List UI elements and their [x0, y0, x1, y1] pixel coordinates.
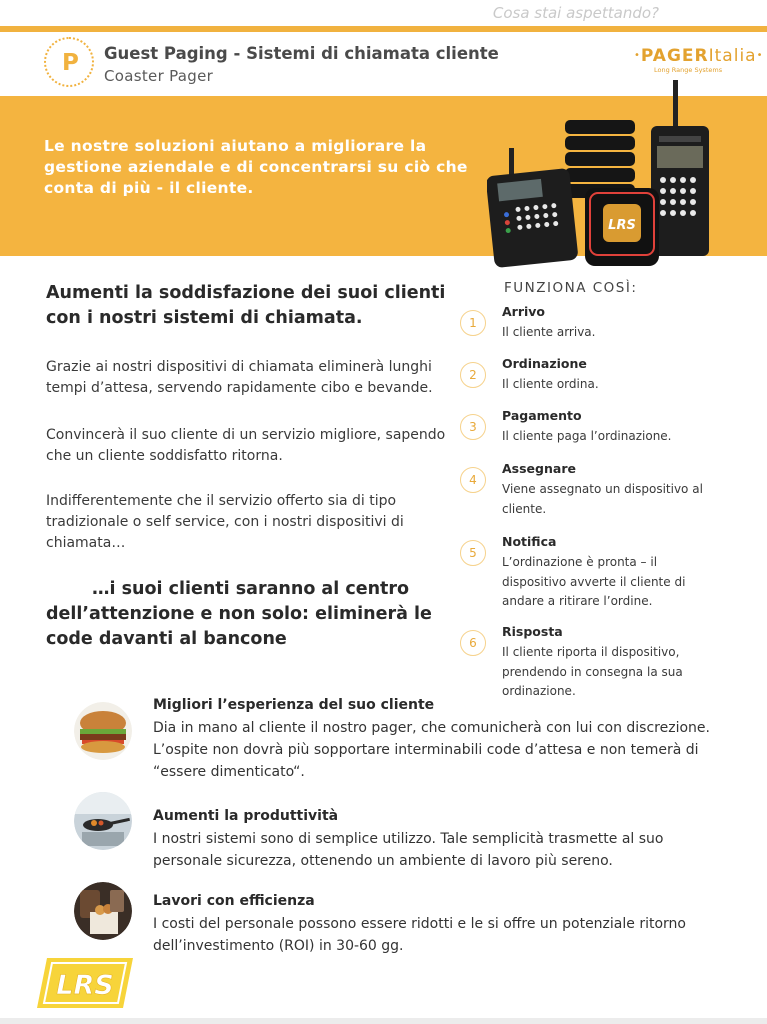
steps-title: FUNZIONA COSÌ: [504, 280, 638, 296]
callout-line-1: …i suoi clienti saranno al centro [92, 579, 410, 599]
feature-text: I nostri sistemi sono di semplice utilizzo. Tale semplicità trasmette al suo personale sicurezza, ottenendo un ambiente di lavoro più sereno. [153, 831, 664, 869]
lrs-logo-text: LRS [56, 970, 114, 1001]
tagline: Cosa stai aspettando? [492, 4, 659, 22]
step-description: Il cliente riporta il dispositivo, prendendo in consegna la sua ordinazione. [502, 645, 683, 698]
feature-title: Migliori l’esperienza del suo cliente [153, 697, 435, 713]
step-description: Viene assegnato un dispositivo al cliente. [502, 482, 703, 516]
step-number: 1 [460, 310, 486, 336]
pager-products-image [487, 80, 722, 270]
step-title: Risposta [502, 624, 563, 639]
step-number: 3 [460, 414, 486, 440]
document-title: Guest Paging - Sistemi di chiamata cliente [104, 44, 499, 63]
step-description: L’ordinazione è pronta – il dispositivo avverte il cliente di andare a ritirare l’ordine. [502, 555, 686, 608]
kitchen-photo [74, 792, 132, 850]
step-title: Arrivo [502, 304, 546, 319]
step-title: Pagamento [502, 408, 582, 423]
feature-text: Dia in mano al cliente il nostro pager, che comunicherà con lui con discrezione. L’ospite non dovrà più sopportare interminabili code d’attesa e non temerà di “essere dimenticato“. [153, 720, 710, 780]
feature-title: Aumenti la produttività [153, 808, 339, 824]
feature-text: I costi del personale possono essere ridotti e le si offre un potenziale ritorno dell’investimento (ROI) in 30-60 gg. [153, 916, 686, 954]
brand-italia: Italia [708, 46, 757, 66]
bottom-rule [0, 1018, 767, 1024]
intro-paragraph-3: Indifferentemente che il servizio offerto sia di tipo tradizionale o self service, con i nostri dispositivi di chiamata… [46, 493, 404, 551]
pager-logo-icon [44, 37, 94, 87]
intro-heading: Aumenti la soddisfazione dei suoi clienti con i nostri sistemi di chiamata. [46, 283, 446, 328]
callout-line-2: dell’attenzione e non solo: eliminerà le code davanti al bancone [46, 604, 432, 649]
takeaway-photo [74, 882, 132, 940]
brand-logo: •PAGERItalia• [634, 46, 764, 66]
brand-pager: PAGER [640, 46, 709, 66]
callout [46, 577, 446, 652]
step-description: Il cliente paga l’ordinazione. [502, 429, 672, 443]
logo-letter: P [62, 50, 79, 76]
step-title: Assegnare [502, 461, 576, 476]
step-number: 2 [460, 362, 486, 388]
top-accent-bar [0, 26, 767, 32]
step-number: 5 [460, 540, 486, 566]
step-number: 6 [460, 630, 486, 656]
step-title: Notifica [502, 534, 557, 549]
step-description: Il cliente ordina. [502, 377, 599, 391]
hero-text: Le nostre soluzioni aiutano a migliorare la gestione aziendale e di concentrarsi su ciò che conta di più - il cliente. [44, 137, 468, 197]
lrs-logo [35, 956, 135, 1012]
document-subtitle: Coaster Pager [104, 67, 214, 85]
intro-paragraph-1: Grazie ai nostri dispositivi di chiamata eliminerà lunghi tempi d’attesa, servendo rapidamente cibo e bevande. [46, 359, 433, 396]
brand-subtitle: Long Range Systems [654, 66, 723, 74]
intro-paragraph-2: Convincerà il suo cliente di un servizio migliore, sapendo che un cliente soddisfatto ritorna. [46, 427, 446, 464]
step-title: Ordinazione [502, 356, 587, 371]
step-description: Il cliente arriva. [502, 325, 596, 339]
feature-title: Lavori con efficienza [153, 893, 315, 909]
burger-photo [74, 702, 132, 760]
svg-text:LRS: LRS [608, 218, 636, 233]
step-number: 4 [460, 467, 486, 493]
